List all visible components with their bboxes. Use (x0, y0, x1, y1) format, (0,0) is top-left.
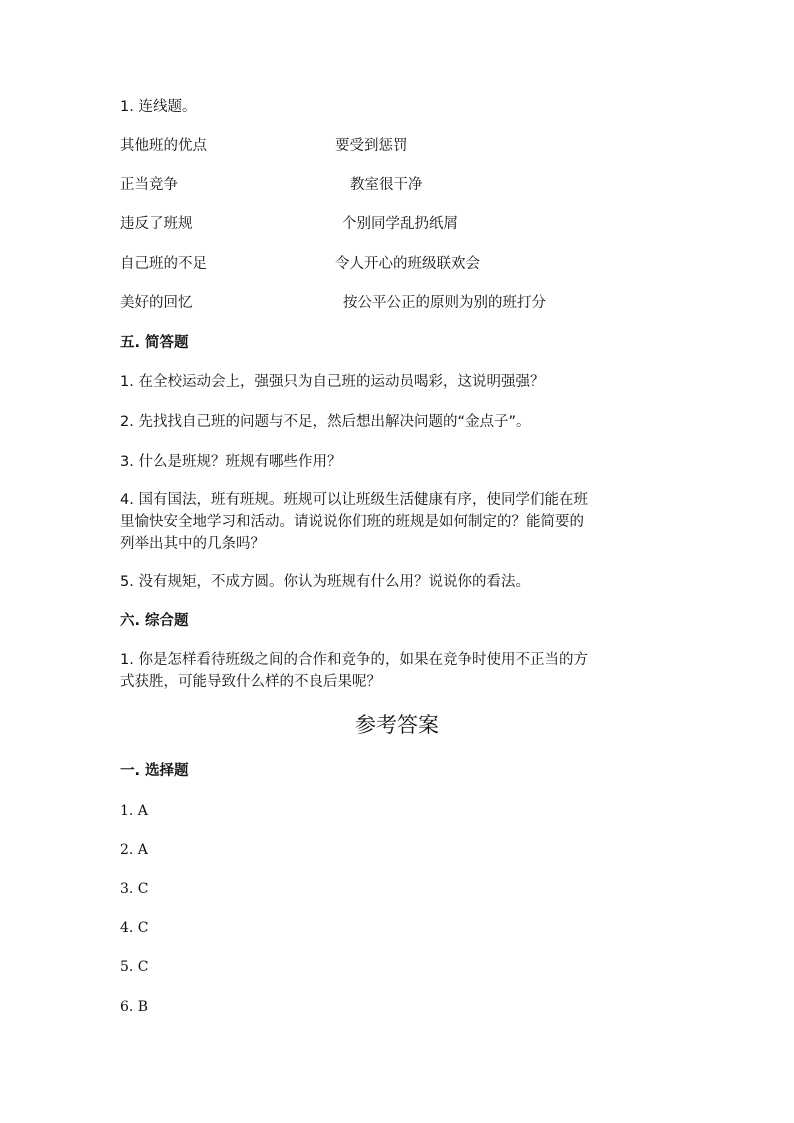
answer-item: 5. C (120, 959, 149, 975)
match-right-item: 教室很干净 (350, 177, 423, 193)
question-item: 1. 你是怎样看待班级之间的合作和竞争的，如果在竞争时使用不正当的方式获胜，可能导致什么样的不良后果呢？ (120, 652, 588, 690)
question-item: 3. 什么是班规？班规有哪些作用？ (120, 454, 342, 470)
question-item: 4. 国有国法，班有班规。班规可以让班级生活健康有序，使同学们能在班里愉快安全地学习和活动。请说说你们班的班规是如何制定的？能简要的列举出其中的几条吗？ (120, 492, 588, 552)
section-title-multiple-choice: 一. 选择题 (120, 763, 189, 779)
question-item: 1. 在全校运动会上，强强只为自己班的运动员喝彩，这说明强强？ (120, 374, 545, 390)
match-right-item: 令人开心的班级联欢会 (335, 256, 480, 272)
match-right-item: 个别同学乱扔纸屑 (342, 216, 458, 232)
match-left-item: 自己班的不足 (120, 256, 207, 272)
match-left-item: 正当竞争 (120, 177, 178, 193)
match-title: 1. 连线题。 (120, 99, 197, 115)
answer-item: 3. C (120, 881, 149, 897)
match-left-item: 其他班的优点 (120, 138, 207, 154)
match-right-item: 要受到惩罚 (335, 138, 408, 154)
question-item: 5. 没有规矩，不成方圆。你认为班规有什么用？说说你的看法。 (120, 574, 530, 590)
section-title-short-answer: 五. 简答题 (120, 335, 189, 351)
answers-heading: 参考答案 (355, 713, 439, 737)
question-item: 2. 先找找自己班的问题与不足，然后想出解决问题的“金点子”。 (120, 414, 531, 430)
match-left-item: 违反了班规 (120, 216, 193, 232)
answer-item: 4. C (120, 920, 149, 936)
match-left-item: 美好的回忆 (120, 295, 193, 311)
section-title-comprehensive: 六. 综合题 (120, 613, 189, 629)
answer-item: 2. A (120, 842, 148, 858)
answer-item: 1. A (120, 803, 148, 819)
match-right-item: 按公平公正的原则为别的班打分 (343, 295, 546, 311)
answer-item: 6. B (120, 999, 149, 1015)
